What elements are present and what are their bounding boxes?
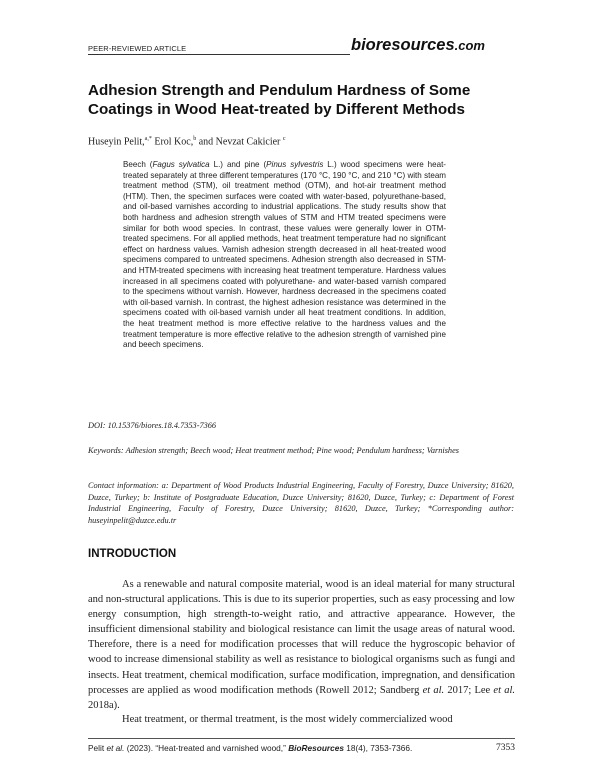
footer-rule — [88, 738, 515, 739]
author-name: Huseyin Pelit, — [88, 136, 145, 148]
citation-volume: 18(4), 7353-7366. — [343, 743, 413, 753]
citation-author: Pelit — [88, 743, 107, 753]
text-run: Heat treatment, or thermal treatment, is the most widely commercialized wood — [122, 714, 453, 725]
journal-name: BioResources — [288, 743, 344, 753]
text-run: Beech ( — [123, 160, 153, 169]
page-number: 7353 — [496, 743, 515, 753]
journal-brand: bioresources — [351, 36, 455, 54]
introduction-heading: INTRODUCTION — [88, 548, 177, 560]
citation-etal: et al. — [106, 743, 125, 753]
italic-text: Fagus sylvatica — [152, 160, 210, 169]
author-affiliation: b — [193, 136, 197, 142]
italic-text: et al. — [422, 684, 445, 696]
intro-paragraph — [88, 577, 515, 713]
contact-information: Contact information: a: Department of Wood Products Industrial Engineering, Faculty of Forestry, Duzce University; 81620, Duzce, Turkey; b: Institute of Postgraduate Education, Duzce University; 81620, Duzce, Turkey; c: Department of Forest Industrial Engineering, Faculty of Forestry, Duzce University; 81620, Duzce, Turkey; *Corresponding author: huseyinpelit@duzce.edu.tr — [88, 481, 514, 525]
journal-logo — [351, 36, 485, 55]
article-title: Adhesion Strength and Pendulum Hardness of Some Coatings in Wood Heat-treated by Different Methods — [88, 82, 471, 118]
abstract — [123, 160, 446, 351]
italic-text: et al. — [493, 684, 515, 696]
text-run: L.) and pine ( — [209, 160, 267, 169]
intro-paragraph — [88, 712, 515, 727]
author-name: Erol Koc, — [151, 136, 194, 148]
text-run: 2018a). — [88, 699, 120, 711]
author-list — [88, 136, 286, 147]
author-affiliation: c — [282, 136, 286, 142]
header-rule — [88, 54, 350, 55]
doi: DOI: 10.15376/biores.18.4.7353-7366 — [88, 421, 217, 430]
keywords: Keywords: Adhesion strength; Beech wood; Heat treatment method; Pine wood; Pendulum hardness; Varnishes — [88, 446, 459, 455]
text-run: As a renewable and natural composite material, wood is an ideal material for many structural and non-structural applications. This is due to its superior properties, such as easy processing and low energy consumption, high strength-to-weight ratio, and attractive appearance. However, the insufficient dimensional stability and biological resistance can limit the usage areas of natural wood. Therefore, there is a need for modification processes that will reduce the hygroscopic behavior of wood to increase dimensional stability as well as resistance to biological organisms such as fungi and insects. Heat treatment, chemical modification, surface modification, impregnation, and densification processes are applied as wood modification methods (Rowell 2012; Sandberg — [88, 579, 516, 696]
text-run: L.) wood specimens were heat-treated separately at three different temperatures (170 °C, 190 °C, and 210 °C) with steam treatment method (STM), oil treatment method (OTM), and hot-air treatment method (HTM). Then, the specimen surfaces were coated with water-based, polyurethane-based, and oil-based varnishes according to industrial applications. The study results show that both hardness and adhesion strength values of STM and HTM treated specimens were similar for both wood species. In contrast, these values were generally lower in OTM-treated specimens. For all applied methods, heat treatment temperature had no significant effect on hardness values. Varnish adhesion strength decreased in all heat-treated wood specimens compared to untreated specimens. Adhesion strength also decreased in STM- and HTM-treated specimens with increasing heat treatment temperature. Hardness values increased in all specimens coated with polyurethane- and water-based varnish compared to the specimens without varnish. However, hardness decreased in the specimens coated with oil-based varnish. In contrast, the highest adhesion resistance was determined in the specimens coated with oil-based varnish under all heat treatment conditions. In addition, the heat treatment method is more effective relative to the hardness values and the treatment temperature is more effective relative to the adhesion strength of varnished pine and beech specimens. — [123, 160, 446, 350]
author-affiliation: a,* — [144, 136, 152, 142]
text-run: 2017; Lee — [444, 684, 494, 696]
author-name: and Nevzat Cakicier — [196, 136, 283, 148]
page-footer — [88, 743, 515, 753]
journal-tld: .com — [454, 38, 485, 53]
italic-text: Pinus sylvestris — [266, 160, 324, 169]
citation-title: (2023). “Heat-treated and varnished wood,” — [124, 743, 289, 753]
section-label: PEER-REVIEWED ARTICLE — [88, 44, 187, 53]
